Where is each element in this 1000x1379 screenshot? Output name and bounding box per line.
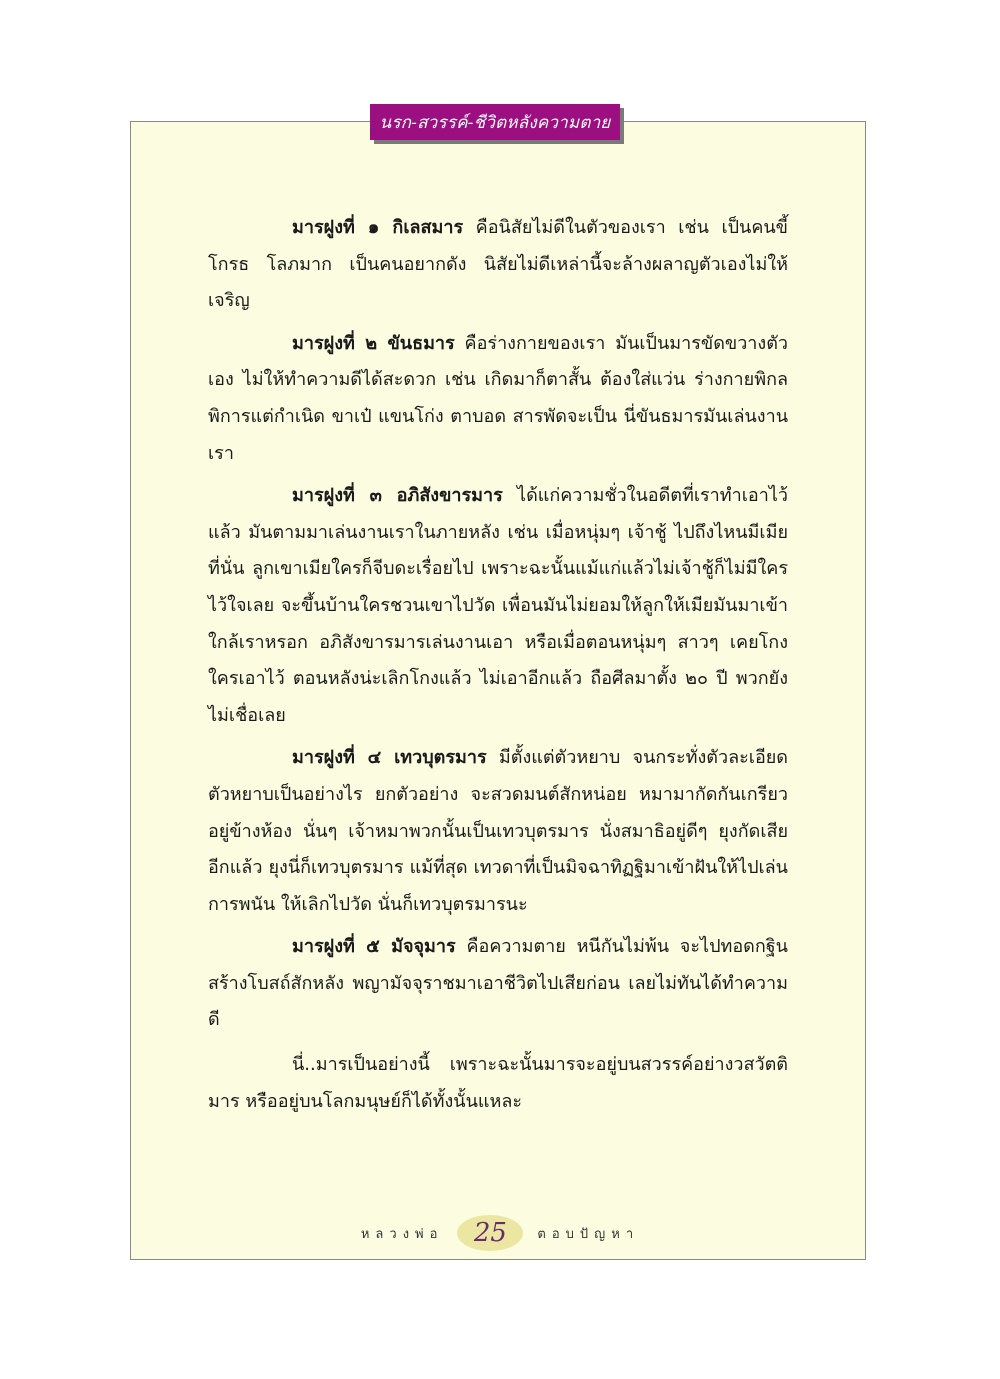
paragraph-heading: มารฝูงที่ ๑ กิเลสมาร (292, 217, 464, 238)
footer-right-text: ตอบปัญหา (537, 1226, 640, 1242)
paragraph-khandha-mara (208, 326, 788, 472)
footer-left-text: หลวงพ่อ (360, 1226, 444, 1242)
paragraph-kilesa-mara (208, 210, 788, 320)
page-footer (0, 1211, 1000, 1255)
page-number-badge (457, 1215, 523, 1251)
paragraph-heading: มารฝูงที่ ๒ ขันธมาร (292, 332, 455, 354)
paragraph-devaputta-mara (208, 740, 788, 923)
paragraph-text: คือความตาย หนีกันไม่พ้น จะไปทอดกฐินสร้างโบสถ์สักหลัง พญามัจจุราชมาเอาชีวิตไปเสียก่อน เลยไม่ทันได้ทำความดี (208, 936, 788, 1031)
header-title: นรก-สวรรค์-ชีวิตหลังความตาย (379, 112, 611, 133)
page-number: 25 (473, 1218, 507, 1248)
paragraph-heading: มารฝูงที่ ๓ อภิสังขารมาร (292, 485, 503, 507)
paragraph-conclusion (208, 1047, 788, 1120)
paragraph-text: คือร่างกายของเรา มันเป็นมารขัดขวางตัวเอง ไม่ให้ทำความดีได้สะดวก เช่น เกิดมาก็ตาสั้น ต้องใส่แว่น ร่างกายพิกลพิการแต่กำเนิด ขาเป๋ แขนโก่ง ตาบอด สารพัดจะเป็น นี่ขันธมารมันเล่นงานเรา (208, 332, 788, 464)
paragraph-text: คือนิสัยไม่ดีในตัวของเรา เช่น เป็นคนขี้โกรธ โลภมาก เป็นคนอยากดัง นิสัยไม่ดีเหล่านี้จะล้างผลาญตัวเองไม่ให้เจริญ (208, 217, 788, 312)
paragraph-text: มีตั้งแต่ตัวหยาบ จนกระทั่งตัวละเอียด ตัวหยาบเป็นอย่างไร ยกตัวอย่าง จะสวดมนต์สักหน่อย หมามากัดกันเกรียวอยู่ข้างห้อง นั่นๆ เจ้าหมาพวกนั้นเป็นเทวบุตรมาร นั่งสมาธิอยู่ดีๆ ยุงกัดเสียอีกแล้ว ยุงนี่ก็เทวบุตรมาร แม้ที่สุด เทวดาที่เป็นมิจฉาทิฏฐิมาเข้าฝันให้ไปเล่นการพนัน ให้เลิกไปวัด นั่นก็เทวบุตรมารนะ (208, 747, 788, 915)
paragraph-maccu-mara (208, 929, 788, 1039)
header-band (370, 104, 620, 140)
paragraph-text: ได้แก่ความชั่วในอดีตที่เราทำเอาไว้แล้ว มันตามมาเล่นงานเราในภายหลัง เช่น เมื่อหนุ่มๆ เจ้าชู้ ไปถึงไหนมีเมียที่นั่น ลูกเขาเมียใครก็จีบดะเรื่อยไป เพราะฉะนั้นแม้แก่แล้วไม่เจ้าชู้ก็ไม่มีใครไว้ใจเลย จะขึ้นบ้านใครชวนเขาไปวัด เพื่อนมันไม่ยอมให้ลูกให้เมียมันมาเข้าใกล้เราหรอก อภิสังขารมารเล่นงานเอา หรือเมื่อตอนหนุ่มๆ สาวๆ เคยโกงใครเอาไว้ ตอนหลังน่ะเลิกโกงแล้ว ไม่เอาอีกแล้ว ถือศีลมาตั้ง ๒๐ ปี พวกยังไม่เชื่อเลย (208, 485, 788, 726)
paragraph-abhisankhara-mara (208, 478, 788, 734)
paragraph-heading: มารฝูงที่ ๕ มัจจุมาร (292, 936, 456, 958)
paragraph-text: นี่..มารเป็นอย่างนี้ เพราะฉะนั้นมารจะอยู่บนสวรรค์อย่างวสวัตติมาร หรืออยู่บนโลกมนุษย์ก็ได้ทั้งนั้นแหละ (208, 1054, 788, 1112)
paragraph-heading: มารฝูงที่ ๔ เทวบุตรมาร (292, 747, 487, 769)
content-body (208, 210, 788, 1126)
